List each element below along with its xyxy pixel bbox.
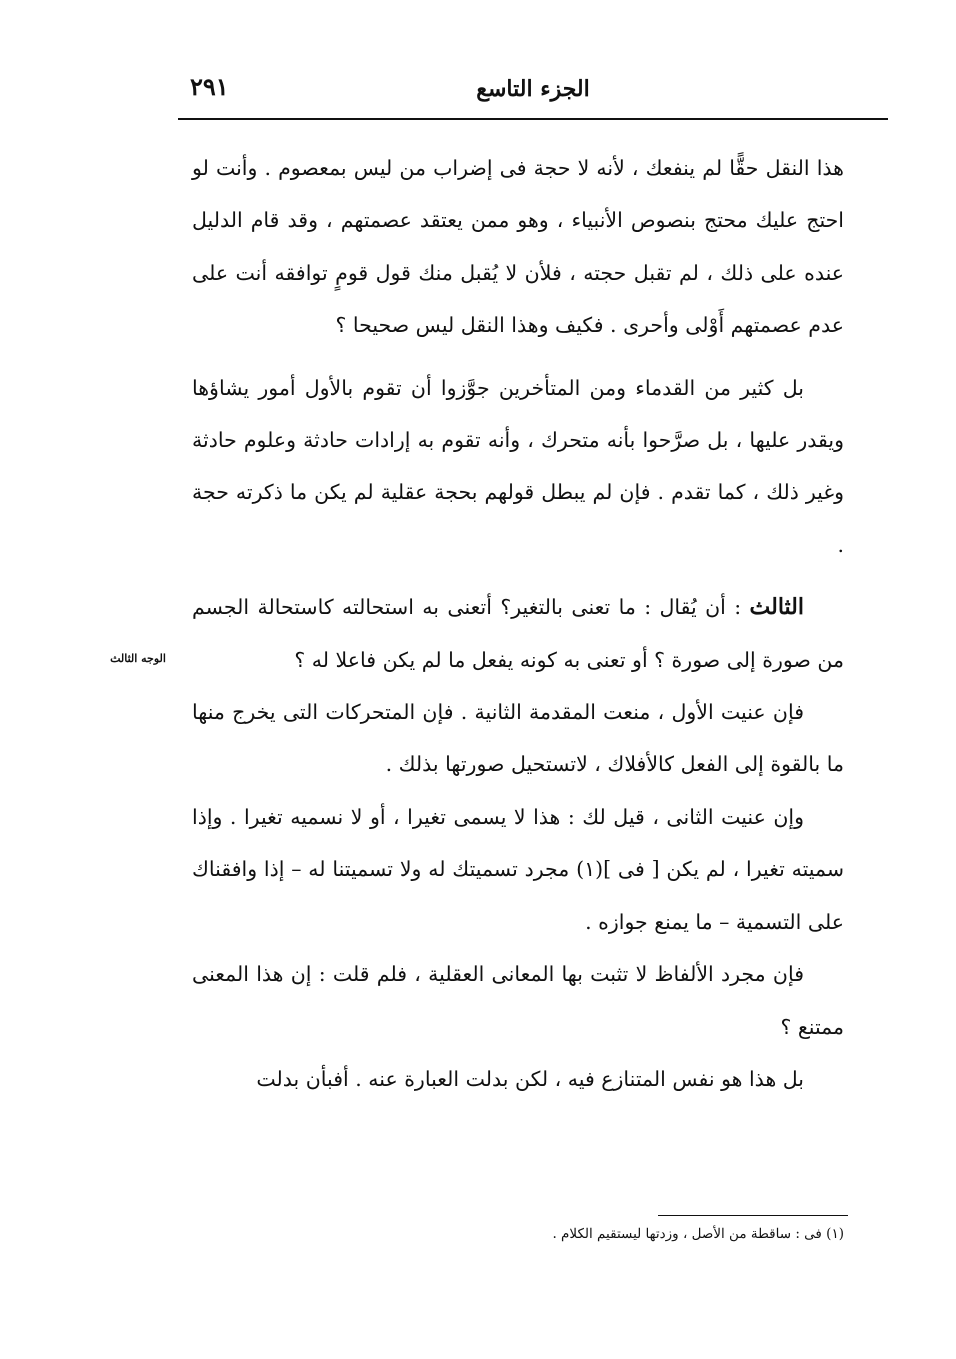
paragraph-text: بل هذا هو نفس المتنازع فيه ، لكن بدلت العبارة عنه . أفبأن بدلت — [256, 1066, 804, 1091]
footnote: (١) فى : ساقطة من الأصل ، وزدتها ليستقيم الكلام . — [552, 1226, 844, 1242]
paragraph-1 — [192, 142, 844, 352]
paragraph-text: وإن عنيت الثانى ، قيل لك : هذا لا يسمى تغيرا ، أو لا نسميه تغيرا . وإذا سميته تغيرا ، لم يكن [ فى ](١) مجرد تسميتك له ولا تسميتنا له – إذا وافقناك على التسمية – ما يمنع جوازه . — [192, 804, 845, 934]
section-lead-word: الثالث — [749, 594, 804, 621]
margin-note: الوجه الثالث — [110, 652, 166, 665]
paragraph-2 — [192, 362, 844, 572]
header-rule — [178, 118, 888, 120]
paragraph-text: فإن عنيت الأول ، منعت المقدمة الثانية . فإن المتحركات التى يخرج منها ما بالقوة إلى الفعل كالأفلاك ، لاتستحيل صورتها بذلك . — [192, 700, 844, 777]
paragraph-6 — [192, 948, 844, 1053]
paragraph-text: : أن يُقال : ما تعنى بالتغير؟ أتعنى به استحالته كاستحالة الجسم من صورة إلى صورة ؟ أو تعنى به كونه يفعل ما لم يكن فاعلا له ؟ — [192, 595, 844, 672]
page-number: ٢٩١ — [190, 72, 229, 101]
page-header — [178, 68, 888, 118]
running-title: الجزء التاسع — [476, 76, 590, 102]
paragraph-text: فإن مجرد الألفاظ لا تثبت بها المعانى العقلية ، فلم قلت : إن هذا المعنى ممتنع ؟ — [192, 962, 844, 1039]
paragraph-text: بل كثير من القدماء ومن المتأخرين جوَّزوا أن تقوم بالأول أمور يشاؤها ويقدر عليها ، بل صرَّحوا بأنه متحرك ، وأنه تقوم به إرادات حادثة وعلوم حادثة وغير ذلك ، كما تقدم . فإن لم يبطل قولهم بحجة عقلية لم يكن ما ذكرته حجة . — [192, 375, 844, 557]
paragraph-3 — [192, 581, 844, 686]
paragraph-text: هذا النقل حقًّا لم ينفعك ، لأنه لا حجة فى إضراب من ليس بمعصوم . وأنت لو احتج عليك محتج بنصوص الأنبياء ، وهو ممن يعتقد عصمتهم ، وقد قام الدليل عنده على ذلك ، لم تقبل حجته ، فلأن لا يُقبل منك قول قومٍ توافقه أنت على عدم عصمتهم أَوْلى وأحرى . فكيف وهذا النقل ليس صحيحا ؟ — [192, 156, 844, 338]
paragraph-4 — [192, 686, 844, 791]
footnote-rule — [658, 1215, 848, 1216]
body-text — [192, 142, 844, 1105]
paragraph-5 — [192, 791, 844, 948]
paragraph-7 — [192, 1053, 844, 1105]
